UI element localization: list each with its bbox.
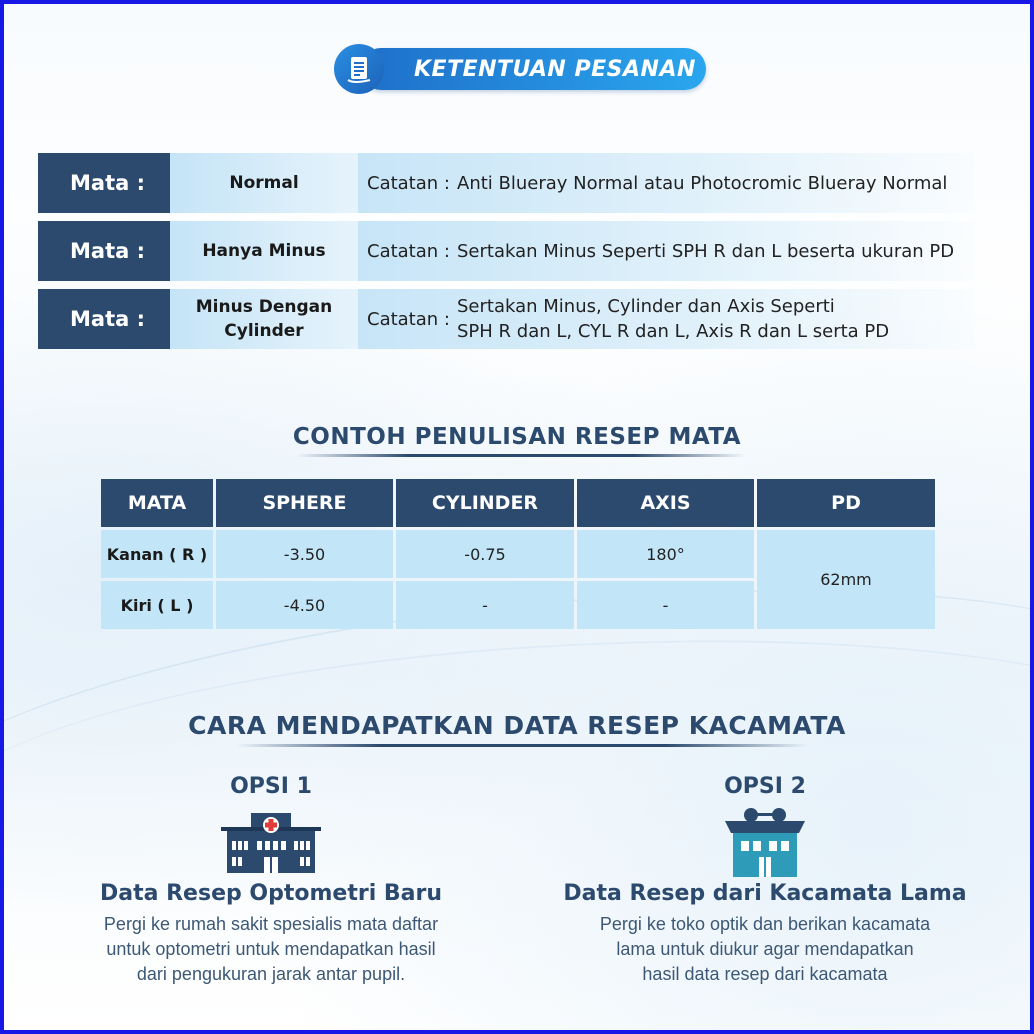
rule-note [335,289,975,349]
sphere-cell: -3.50 [216,530,393,578]
column-header: PD [757,479,935,527]
option-heading: Data Resep Optometri Baru [99,881,443,906]
note-line: Sertakan Minus, Cylinder dan Axis Seperti [457,296,835,317]
document-list-icon [334,44,384,94]
note-line: Sertakan Minus Seperti SPH R dan L beserta ukuran PD [457,240,955,262]
description-line: Pergi ke rumah sakit spesialis mata daftar [103,914,439,934]
option-label: OPSI 2 [724,774,806,799]
option-label: OPSI 1 [230,774,312,799]
description-line: Pergi ke toko optik dan berikan kacamata [599,914,931,934]
rule-label: Mata : [38,221,170,281]
example-title: CONTOH PENULISAN RESEP MATA [292,424,742,450]
note-line: Anti Blueray Normal atau Photocromic Blueray Normal [457,172,948,194]
type-line: Cylinder [224,321,304,341]
rule-label: Mata : [38,153,170,213]
type-text [196,295,332,343]
column-header: CYLINDER [396,479,574,527]
column-header: SPHERE [216,479,393,527]
hospital-icon [21,807,521,877]
table-row [101,530,935,578]
note-text [457,294,889,344]
description-line: hasil data resep dari kacamata [642,964,888,984]
column-header: MATA [101,479,213,527]
option-1 [21,774,521,987]
option-2 [515,774,1015,987]
rule-type [170,289,358,349]
howto-title: CARA MENDAPATKAN DATA RESEP KACAMATA [188,711,846,740]
eye-cell: Kanan ( R ) [101,530,213,578]
prescription-table [98,476,938,632]
rule-type [170,153,358,213]
rule-note [335,221,975,281]
howto-title-underline [236,744,808,747]
optical-store-icon [515,807,1015,877]
description-line: untuk optometri untuk mendapatkan hasil [106,939,436,959]
axis-cell: - [577,581,754,629]
type-line: Minus Dengan [195,297,333,317]
note-line: SPH R dan L, CYL R dan L, Axis R dan L serta PD [457,321,890,342]
cylinder-cell: - [396,581,574,629]
description-line: lama untuk diukur agar mendapatkan [616,939,914,959]
note-text [457,171,947,196]
header-banner [334,44,706,94]
option-description [515,912,1015,987]
rule-note [335,153,975,213]
type-line: Hanya Minus [202,241,326,261]
table-header-row [101,479,935,527]
type-line: Normal [229,173,299,193]
description-line: dari pengukuran jarak antar pupil. [136,964,406,984]
note-key: Catatan : [367,308,450,330]
rule-type [170,221,358,281]
note-key: Catatan : [367,172,450,194]
rule-label: Mata : [38,289,170,349]
note-text [457,239,954,264]
cylinder-cell: -0.75 [396,530,574,578]
sphere-cell: -4.50 [216,581,393,629]
pd-cell: 62mm [757,530,935,629]
axis-cell: 180° [577,530,754,578]
eye-cell: Kiri ( L ) [101,581,213,629]
example-title-underline [296,454,746,457]
option-description [21,912,521,987]
column-header: AXIS [577,479,754,527]
header-title: KETENTUAN PESANAN [414,56,696,82]
note-key: Catatan : [367,240,450,262]
option-heading: Data Resep dari Kacamata Lama [563,881,967,906]
